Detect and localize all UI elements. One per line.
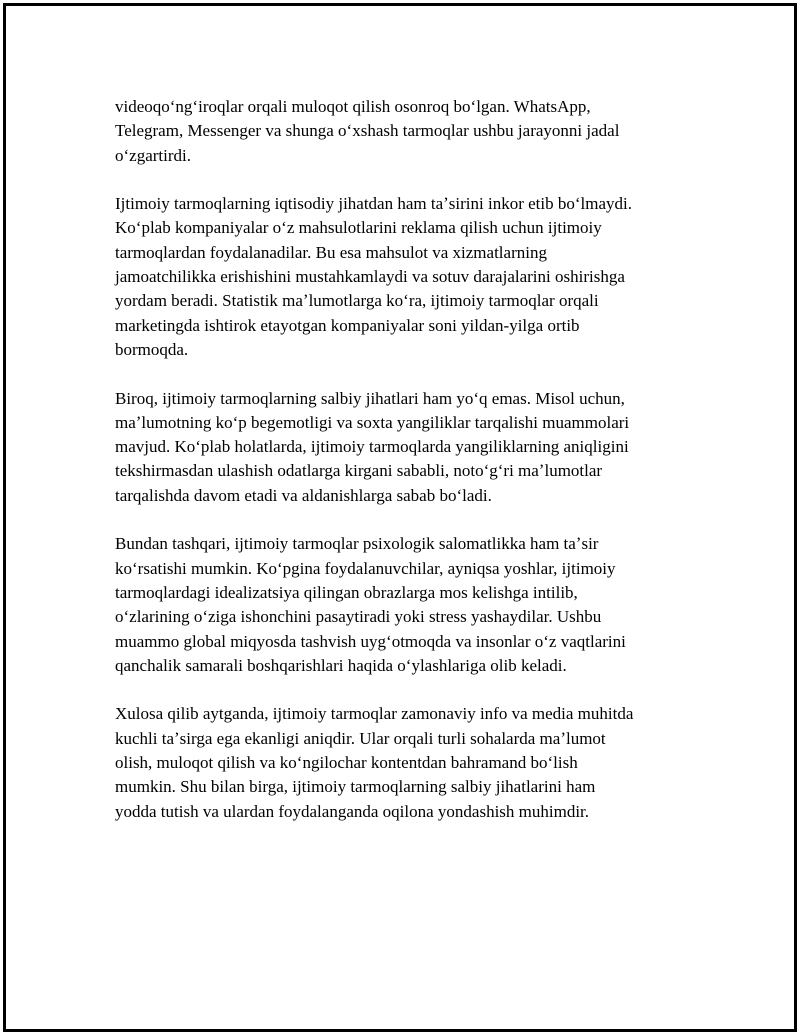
paragraph-5: Xulosa qilib aytganda, ijtimoiy tarmoqlar zamonaviy info va media muhitda kuchli taʼsirga ega ekanligi aniqdir. Ular orqali turli sohalarda maʼlumot olish, muloqot qilish va koʻngilochar kontentdan bahramand boʻlish mumkin. Shu bilan birga, ijtimoiy tarmoqlarning salbiy jihatlarini ham yodda tutish va ulardan foydalanganda oqilona yondashish muhimdir. (115, 704, 634, 821)
paragraph-2: Ijtimoiy tarmoqlarning iqtisodiy jihatdan ham taʼsirini inkor etib boʻlmaydi. Koʻplab kompaniyalar oʻz mahsulotlarini reklama qilish uchun ijtimoiy tarmoqlardan foydalanadilar. Bu esa mahsulot va xizmatlarning jamoatchilikka erishishini mustahkamlaydi va sotuv darajalarini oshirishga yordam beradi. Statistik maʼlumotlarga koʻra, ijtimoiy tarmoqlar orqali marketingda ishtirok etayotgan kompaniyalar soni yildan-yilga ortib bormoqda. (115, 194, 632, 359)
paragraph-4: Bundan tashqari, ijtimoiy tarmoqlar psixologik salomatlikka ham taʼsir koʻrsatishi mumkin. Koʻpgina foydalanuvchilar, ayniqsa yoshlar, ijtimoiy tarmoqlardagi idealizatsiya qilingan obrazlarga mos kelishga intilib, oʻzlarining oʻziga ishonchini pasaytiradi yoki stress yashaydilar. Ushbu muammo global miqyosda tashvish uygʻotmoqda va insonlar oʻz vaqtlarini qanchalik samarali boshqarishlari haqida oʻylashlariga olib keladi. (115, 534, 626, 675)
paragraph-3: Biroq, ijtimoiy tarmoqlarning salbiy jihatlari ham yoʻq emas. Misol uchun, maʼlumotning koʻp begemotligi va soxta yangiliklar tarqalishi muammolari mavjud. Koʻplab holatlarda, ijtimoiy tarmoqlarda yangiliklarning aniqligini tekshirmasdan ulashish odatlarga kirgani sababli, notoʻgʻri maʼlumotlar tarqalishda davom etadi va aldanishlarga sabab boʻladi. (115, 388, 630, 505)
document-body (115, 95, 685, 848)
paragraph-1: videoqoʻngʻiroqlar orqali muloqot qilish osonroq boʻlgan. WhatsApp, Telegram, Messenger va shunga oʻxshash tarmoqlar ushbu jarayonni jadal oʻzgartirdi. (115, 97, 620, 165)
